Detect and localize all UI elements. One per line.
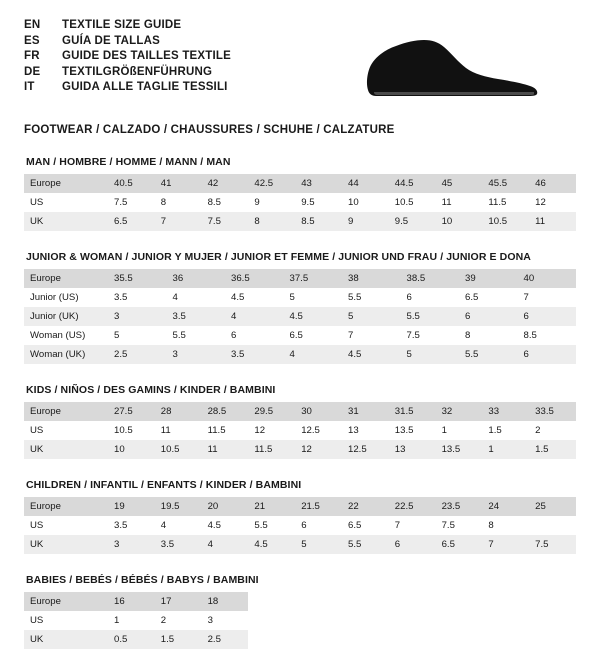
cell: 27.5 bbox=[108, 402, 155, 421]
cell: 10 bbox=[342, 193, 389, 212]
cell: 7.5 bbox=[108, 193, 155, 212]
table-row bbox=[24, 269, 576, 288]
size-table-junior-woman bbox=[24, 269, 576, 364]
language-row bbox=[24, 80, 231, 96]
cell: 4 bbox=[155, 516, 202, 535]
cell: 11 bbox=[436, 193, 483, 212]
cell: 11 bbox=[529, 212, 576, 231]
cell bbox=[482, 630, 529, 649]
cell: 5 bbox=[295, 535, 342, 554]
language-title: TEXTILE SIZE GUIDE bbox=[62, 19, 182, 31]
header bbox=[24, 18, 576, 110]
cell: 12 bbox=[295, 440, 342, 459]
language-row bbox=[24, 34, 231, 50]
cell: 40.5 bbox=[108, 174, 155, 193]
cell: 36.5 bbox=[225, 269, 284, 288]
cell: 4.5 bbox=[284, 307, 343, 326]
table-row bbox=[24, 288, 576, 307]
cell: 8.5 bbox=[518, 326, 577, 345]
cell: 23.5 bbox=[436, 497, 483, 516]
cell: 4.5 bbox=[202, 516, 249, 535]
row-label: Europe bbox=[24, 592, 108, 611]
cell: 5.5 bbox=[342, 288, 401, 307]
cell bbox=[436, 630, 483, 649]
table-row bbox=[24, 307, 576, 326]
cell: 5.5 bbox=[167, 326, 226, 345]
cell: 45 bbox=[436, 174, 483, 193]
cell: 16 bbox=[108, 592, 155, 611]
cell: 3.5 bbox=[108, 288, 167, 307]
group-children bbox=[24, 479, 576, 554]
cell: 6 bbox=[389, 535, 436, 554]
language-code: DE bbox=[24, 65, 41, 78]
cell: 13.5 bbox=[389, 421, 436, 440]
cell: 3.5 bbox=[108, 516, 155, 535]
language-code: IT bbox=[24, 81, 35, 94]
cell bbox=[389, 630, 436, 649]
cell bbox=[342, 592, 389, 611]
cell: 43 bbox=[295, 174, 342, 193]
cell: 6 bbox=[518, 345, 577, 364]
cell: 3.5 bbox=[155, 535, 202, 554]
row-label: UK bbox=[24, 535, 108, 554]
cell: 12.5 bbox=[295, 421, 342, 440]
row-label: UK bbox=[24, 440, 108, 459]
cell: 19.5 bbox=[155, 497, 202, 516]
table-row bbox=[24, 174, 576, 193]
table-row bbox=[24, 497, 576, 516]
group-title: JUNIOR & WOMAN / JUNIOR Y MUJER / JUNIOR ET FEMME / JUNIOR UND FRAU / JUNIOR E DONA bbox=[26, 251, 531, 263]
size-table-babies bbox=[24, 592, 576, 649]
cell: 7.5 bbox=[401, 326, 460, 345]
cell: 12.5 bbox=[342, 440, 389, 459]
cell bbox=[342, 630, 389, 649]
cell: 0.5 bbox=[108, 630, 155, 649]
cell: 4.5 bbox=[248, 535, 295, 554]
cell: 22.5 bbox=[389, 497, 436, 516]
page-title: FOOTWEAR / CALZADO / CHAUSSURES / SCHUHE / CALZATURE bbox=[24, 124, 395, 136]
language-title: GUIDE DES TAILLES TEXTILE bbox=[62, 50, 231, 63]
cell: 5.5 bbox=[342, 535, 389, 554]
size-table-man bbox=[24, 174, 576, 231]
group-title: BABIES / BEBÉS / BÉBÉS / BABYS / BAMBINI bbox=[26, 574, 259, 586]
cell: 20 bbox=[202, 497, 249, 516]
cell: 3 bbox=[167, 345, 226, 364]
cell: 4.5 bbox=[225, 288, 284, 307]
cell: 4.5 bbox=[342, 345, 401, 364]
row-label: Junior (UK) bbox=[24, 307, 108, 326]
cell bbox=[248, 630, 295, 649]
cell: 13 bbox=[342, 421, 389, 440]
cell bbox=[389, 611, 436, 630]
language-code: ES bbox=[24, 34, 40, 47]
cell: 39 bbox=[459, 269, 518, 288]
cell: 11 bbox=[155, 421, 202, 440]
cell: 1 bbox=[108, 611, 155, 630]
cell: 7.5 bbox=[436, 516, 483, 535]
table-row bbox=[24, 345, 576, 364]
cell: 44 bbox=[342, 174, 389, 193]
cell: 10 bbox=[108, 440, 155, 459]
cell: 12 bbox=[248, 421, 295, 440]
cell: 44.5 bbox=[389, 174, 436, 193]
row-label: US bbox=[24, 516, 108, 535]
cell: 7 bbox=[155, 212, 202, 231]
group-kids bbox=[24, 384, 576, 459]
cell: 5.5 bbox=[248, 516, 295, 535]
cell: 36 bbox=[167, 269, 226, 288]
cell: 8 bbox=[482, 516, 529, 535]
cell: 9 bbox=[248, 193, 295, 212]
cell: 6.5 bbox=[459, 288, 518, 307]
cell: 7 bbox=[482, 535, 529, 554]
row-label: Woman (UK) bbox=[24, 345, 108, 364]
cell: 4 bbox=[284, 345, 343, 364]
cell: 3.5 bbox=[225, 345, 284, 364]
table-row bbox=[24, 630, 576, 649]
cell: 8 bbox=[459, 326, 518, 345]
cell: 31 bbox=[342, 402, 389, 421]
cell: 6 bbox=[401, 288, 460, 307]
table-row bbox=[24, 326, 576, 345]
cell: 38.5 bbox=[401, 269, 460, 288]
language-row bbox=[24, 18, 231, 34]
cell: 1.5 bbox=[482, 421, 529, 440]
row-label: Europe bbox=[24, 269, 108, 288]
cell: 38 bbox=[342, 269, 401, 288]
cell: 6 bbox=[459, 307, 518, 326]
cell bbox=[389, 592, 436, 611]
cell: 21 bbox=[248, 497, 295, 516]
cell: 9.5 bbox=[295, 193, 342, 212]
language-title: GUÍA DE TALLAS bbox=[62, 34, 160, 47]
row-label: Junior (US) bbox=[24, 288, 108, 307]
cell: 17 bbox=[155, 592, 202, 611]
cell: 18 bbox=[202, 592, 249, 611]
cell: 13.5 bbox=[436, 440, 483, 459]
cell: 6.5 bbox=[436, 535, 483, 554]
table-row bbox=[24, 592, 576, 611]
cell: 46 bbox=[529, 174, 576, 193]
cell: 10.5 bbox=[482, 212, 529, 231]
cell: 12 bbox=[529, 193, 576, 212]
cell: 22 bbox=[342, 497, 389, 516]
cell: 6 bbox=[295, 516, 342, 535]
cell: 21.5 bbox=[295, 497, 342, 516]
cell: 3 bbox=[108, 535, 155, 554]
cell: 42.5 bbox=[248, 174, 295, 193]
group-title: CHILDREN / INFANTIL / ENFANTS / KINDER / BAMBINI bbox=[26, 479, 302, 491]
dress-shoe-icon bbox=[362, 34, 542, 102]
cell: 7 bbox=[389, 516, 436, 535]
cell: 32 bbox=[436, 402, 483, 421]
cell: 3.5 bbox=[167, 307, 226, 326]
row-label: US bbox=[24, 193, 108, 212]
group-man bbox=[24, 156, 576, 231]
size-table-children bbox=[24, 497, 576, 554]
cell: 11.5 bbox=[482, 193, 529, 212]
table-row bbox=[24, 516, 576, 535]
cell bbox=[295, 592, 342, 611]
cell: 6.5 bbox=[284, 326, 343, 345]
table-row bbox=[24, 421, 576, 440]
cell: 41 bbox=[155, 174, 202, 193]
cell: 6.5 bbox=[108, 212, 155, 231]
row-label: US bbox=[24, 611, 108, 630]
language-code: FR bbox=[24, 50, 40, 63]
row-label: UK bbox=[24, 212, 108, 231]
cell: 3 bbox=[202, 611, 249, 630]
cell: 10 bbox=[436, 212, 483, 231]
cell: 2 bbox=[155, 611, 202, 630]
cell bbox=[529, 592, 576, 611]
cell: 10.5 bbox=[108, 421, 155, 440]
cell: 31.5 bbox=[389, 402, 436, 421]
cell: 1 bbox=[436, 421, 483, 440]
row-label: Europe bbox=[24, 174, 108, 193]
cell: 35.5 bbox=[108, 269, 167, 288]
cell: 5.5 bbox=[401, 307, 460, 326]
cell: 2.5 bbox=[108, 345, 167, 364]
cell bbox=[295, 630, 342, 649]
cell bbox=[529, 611, 576, 630]
cell: 24 bbox=[482, 497, 529, 516]
row-label: Europe bbox=[24, 402, 108, 421]
cell: 8.5 bbox=[202, 193, 249, 212]
table-row bbox=[24, 611, 576, 630]
cell: 40 bbox=[518, 269, 577, 288]
cell: 5.5 bbox=[459, 345, 518, 364]
cell: 11.5 bbox=[248, 440, 295, 459]
cell: 7 bbox=[342, 326, 401, 345]
cell: 2.5 bbox=[202, 630, 249, 649]
cell bbox=[248, 611, 295, 630]
cell: 1 bbox=[482, 440, 529, 459]
table-row bbox=[24, 402, 576, 421]
language-code: EN bbox=[24, 19, 41, 31]
cell: 7.5 bbox=[529, 535, 576, 554]
cell: 11.5 bbox=[202, 421, 249, 440]
language-title: GUIDA ALLE TAGLIE TESSILI bbox=[62, 81, 228, 94]
cell: 5 bbox=[108, 326, 167, 345]
cell: 5 bbox=[342, 307, 401, 326]
cell: 6.5 bbox=[342, 516, 389, 535]
cell bbox=[342, 611, 389, 630]
cell: 6 bbox=[518, 307, 577, 326]
group-title: KIDS / NIÑOS / DES GAMINS / KINDER / BAMBINI bbox=[26, 384, 276, 396]
cell: 9 bbox=[342, 212, 389, 231]
cell: 4 bbox=[225, 307, 284, 326]
group-title: MAN / HOMBRE / HOMME / MANN / MAN bbox=[26, 156, 231, 168]
cell bbox=[248, 592, 295, 611]
table-row bbox=[24, 440, 576, 459]
cell: 11 bbox=[202, 440, 249, 459]
table-row bbox=[24, 193, 576, 212]
cell: 6 bbox=[225, 326, 284, 345]
cell: 10.5 bbox=[389, 193, 436, 212]
row-label: Woman (US) bbox=[24, 326, 108, 345]
row-label: US bbox=[24, 421, 108, 440]
cell bbox=[295, 611, 342, 630]
cell bbox=[482, 592, 529, 611]
cell: 2 bbox=[529, 421, 576, 440]
row-label: Europe bbox=[24, 497, 108, 516]
cell: 30 bbox=[295, 402, 342, 421]
cell: 5 bbox=[284, 288, 343, 307]
cell: 4 bbox=[167, 288, 226, 307]
cell: 5 bbox=[401, 345, 460, 364]
cell: 25 bbox=[529, 497, 576, 516]
cell: 7 bbox=[518, 288, 577, 307]
cell: 8 bbox=[248, 212, 295, 231]
cell bbox=[529, 630, 576, 649]
table-row bbox=[24, 212, 576, 231]
size-table-kids bbox=[24, 402, 576, 459]
language-title: TEXTILGRÖßENFÜHRUNG bbox=[62, 65, 213, 78]
table-row bbox=[24, 535, 576, 554]
cell: 28 bbox=[155, 402, 202, 421]
cell: 19 bbox=[108, 497, 155, 516]
cell: 1.5 bbox=[529, 440, 576, 459]
cell bbox=[529, 516, 576, 535]
cell bbox=[436, 611, 483, 630]
cell: 9.5 bbox=[389, 212, 436, 231]
language-title-list bbox=[24, 18, 231, 96]
cell: 42 bbox=[202, 174, 249, 193]
cell: 8 bbox=[155, 193, 202, 212]
cell: 13 bbox=[389, 440, 436, 459]
group-junior-woman bbox=[24, 251, 576, 364]
cell: 29.5 bbox=[248, 402, 295, 421]
cell: 45.5 bbox=[482, 174, 529, 193]
cell: 37.5 bbox=[284, 269, 343, 288]
cell: 33.5 bbox=[529, 402, 576, 421]
cell: 4 bbox=[202, 535, 249, 554]
cell: 1.5 bbox=[155, 630, 202, 649]
cell: 33 bbox=[482, 402, 529, 421]
cell bbox=[436, 592, 483, 611]
group-babies bbox=[24, 574, 576, 649]
cell bbox=[482, 611, 529, 630]
row-label: UK bbox=[24, 630, 108, 649]
cell: 28.5 bbox=[202, 402, 249, 421]
cell: 3 bbox=[108, 307, 167, 326]
cell: 10.5 bbox=[155, 440, 202, 459]
language-row bbox=[24, 49, 231, 65]
cell: 8.5 bbox=[295, 212, 342, 231]
cell: 7.5 bbox=[202, 212, 249, 231]
language-row bbox=[24, 65, 231, 81]
